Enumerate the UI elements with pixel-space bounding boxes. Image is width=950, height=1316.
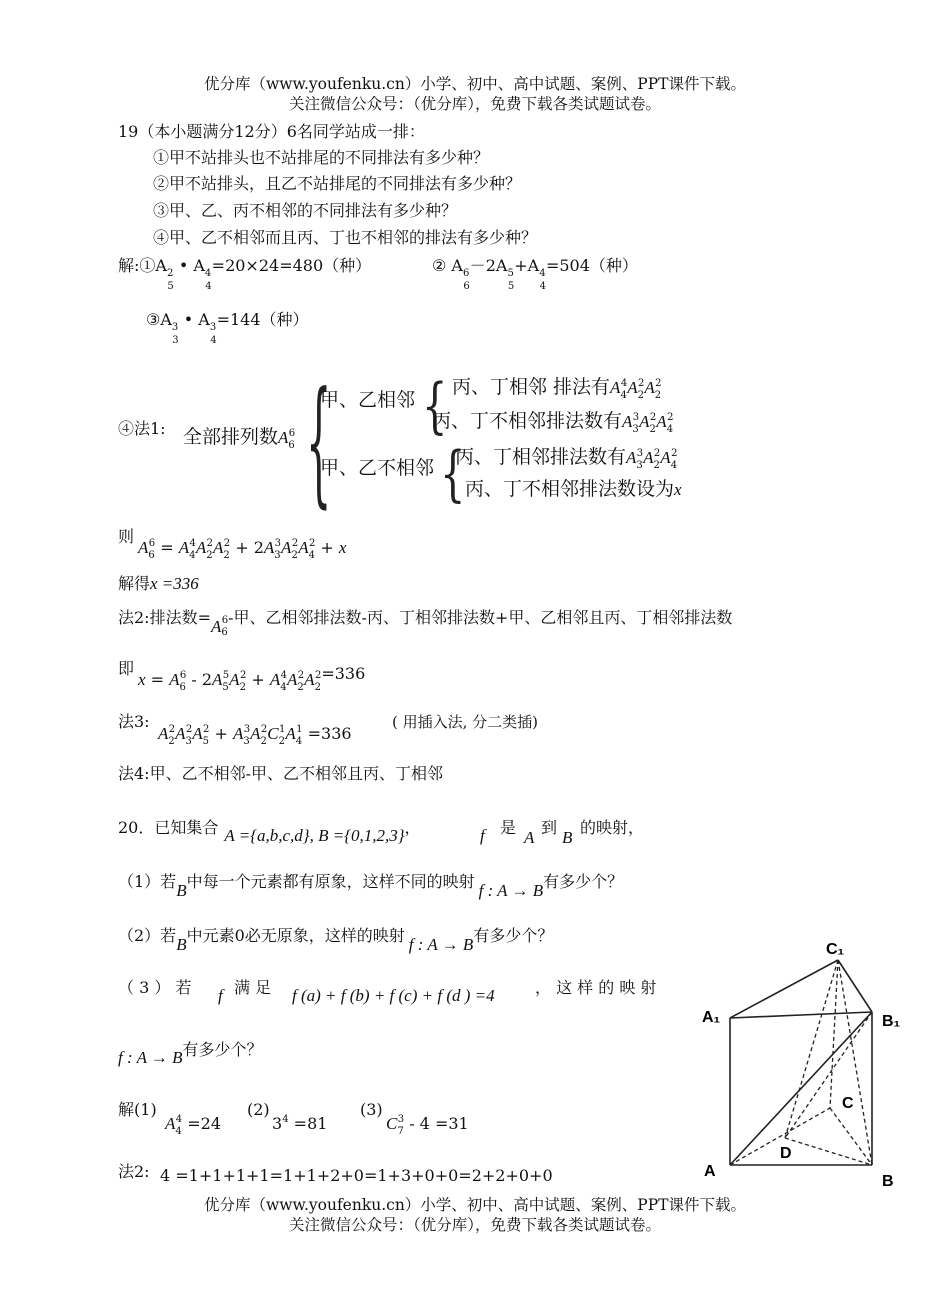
q20-p3-b: 满 足	[234, 978, 272, 997]
header-line-2: 关注微信公众号：（优分库），免费下载各类试题试卷。	[288, 95, 661, 113]
q20-p3-d: f : A → B有多少个？	[118, 1040, 263, 1067]
q20-answer-1: $A_4^4 =24$	[165, 1114, 221, 1137]
big-brace: {	[306, 366, 332, 523]
q20-a2-label: (2)	[247, 1100, 270, 1119]
label-d: D	[780, 1145, 792, 1162]
q20-answer: 解(1)	[118, 1100, 157, 1119]
q19-item-3: ③甲、乙、丙不相邻的不同排法有多少种？	[153, 201, 458, 220]
q20-answer-2: $3^4 =81$	[272, 1114, 328, 1133]
q19-item-4: ④甲、乙不相邻而且丙、丁也不相邻的排法有多少种？	[153, 228, 538, 247]
q20-m2-label: 法2:	[118, 1162, 150, 1181]
q19-solution-2: ② $A_{66}-2A_{55}+A_{44}=504$（种）	[432, 256, 638, 292]
q20-f: f	[480, 826, 485, 845]
m1-equation: $A_6^6 = A_4^4A_2^2A_2^2 + 2A_3^3A_2^2A_4^2 + x$	[138, 538, 347, 561]
q20-A: A	[524, 828, 535, 847]
m3-equation: $A_2^2A_3^2A_5^2 + A_3^3A_2^2C_2^1A_4^1 =336$	[158, 724, 352, 747]
ze-label: 则	[118, 527, 135, 546]
q20-m2-eq: 4 =1+1+1+1=1+1+2+0=1+3+0+0=2+2+0+0	[160, 1166, 553, 1185]
edge-c1b	[838, 960, 872, 1165]
label-a: A	[704, 1163, 716, 1180]
ji-label: 即	[118, 659, 135, 678]
m1-branch-2: 丙、丁不相邻排法数有$A_3^3A_2^2A_4^2$	[432, 410, 674, 435]
edge-ab1	[730, 1012, 872, 1165]
label-b: B	[882, 1173, 894, 1190]
edge-cb	[830, 1108, 872, 1165]
m1-label: ④法1:	[118, 419, 166, 438]
m1-total: 全部排列数$A_6^6$	[183, 426, 296, 451]
label-c1: C₁	[826, 941, 845, 958]
q19-item-1: ①甲不站排头也不站排尾的不同排法有多少种？	[153, 148, 490, 167]
header-line-1: 优分库（www.youfenku.cn）小学、初中、高中试题、案例、PPT课件下载。	[203, 75, 747, 93]
q20-p1: （1）若B中每一个元素都有原象，这样不同的映射 f : A → B有多少个？	[118, 872, 624, 900]
q20-p3-f: f	[218, 986, 223, 1005]
edge-b1d	[785, 1012, 872, 1138]
m2-equation: $x = A_6^6 - 2A_5^5A_2^2 + A_4^4A_2^2A_2^2=336$	[138, 664, 366, 693]
m1-nonadjacent: 甲、乙不相邻	[320, 457, 435, 479]
label-c: C	[842, 1095, 854, 1112]
footer-line-1: 优分库（www.youfenku.cn）小学、初中、高中试题、案例、PPT课件下载。	[203, 1196, 747, 1214]
m3-label: 法3:	[118, 712, 150, 731]
q20-answer-3: $C_7^3 - 4 =31$	[386, 1114, 469, 1137]
m1-branch-1: 丙、丁相邻 排法有$A_4^4A_2^2A_2^2$	[452, 376, 662, 401]
brace-nonadjacent: {	[440, 440, 466, 509]
label-b1: B₁	[882, 1013, 901, 1030]
m1-branch-4: 丙、丁不相邻排法数设为x	[465, 478, 682, 500]
brace-adjacent: {	[422, 372, 448, 441]
label-a1: A₁	[702, 1009, 721, 1026]
m2-line: 法2:排法数$=A_6^6-$甲、乙相邻排法数-丙、丁相邻排法数+甲、乙相邻且丙、丁相邻排法数	[118, 608, 733, 638]
q20-de-ys: 的映射，	[580, 818, 645, 837]
q20-a3-label: (3)	[360, 1100, 383, 1119]
m1-solve: 解得x =336	[118, 574, 199, 593]
q20-dao: 到	[541, 818, 558, 837]
q20-p3-c: ， 这 样 的 映 射	[535, 978, 657, 997]
edge-c1d	[785, 960, 838, 1138]
prism-figure	[690, 930, 920, 1200]
q20-p2: （2）若B中元素0必无原象，这样的映射 f : A → B有多少个？	[118, 926, 554, 954]
edge-a1b1	[730, 1012, 872, 1018]
q19-item-2: ②甲不站排头，且乙不站排尾的不同排法有多少种？	[153, 174, 522, 193]
q19-solution-1: 解$:①A_{25}$ • $A_{44}=20\times 24=480$（种）	[118, 256, 372, 292]
m1-adjacent: 甲、乙相邻	[320, 389, 416, 411]
m1-branch-3: 丙、丁相邻排法数有$A_3^3A_2^2A_4^2$	[455, 446, 678, 471]
footer-line-2: 关注微信公众号：（优分库），免费下载各类试题试卷。	[288, 1216, 661, 1234]
q19-solution-3: $③A_{33}$ • $A_{34}=144$（种）	[146, 310, 309, 346]
edge-db	[785, 1138, 872, 1165]
q20-B: B	[562, 828, 573, 847]
q20-p3-eq: f (a) + f (b) + f (c) + f (d ) =4	[292, 986, 495, 1005]
edge-c1b1	[838, 960, 872, 1012]
m3-note: ( 用插入法, 分二类插)	[392, 713, 539, 731]
edge-c1a1	[730, 960, 838, 1018]
q19-stem: 19（本小题满分12分）6名同学站成一排：	[118, 122, 425, 141]
q20-p3-a: （ 3 ） 若	[118, 978, 192, 997]
q20-shi: 是	[500, 818, 517, 837]
m4-line: 法4:甲、乙不相邻-甲、乙不相邻且丙、丁相邻	[118, 764, 443, 783]
q20-stem: 20．已知集合 A ={a,b,c,d}, B ={0,1,2,3}，	[118, 818, 421, 845]
